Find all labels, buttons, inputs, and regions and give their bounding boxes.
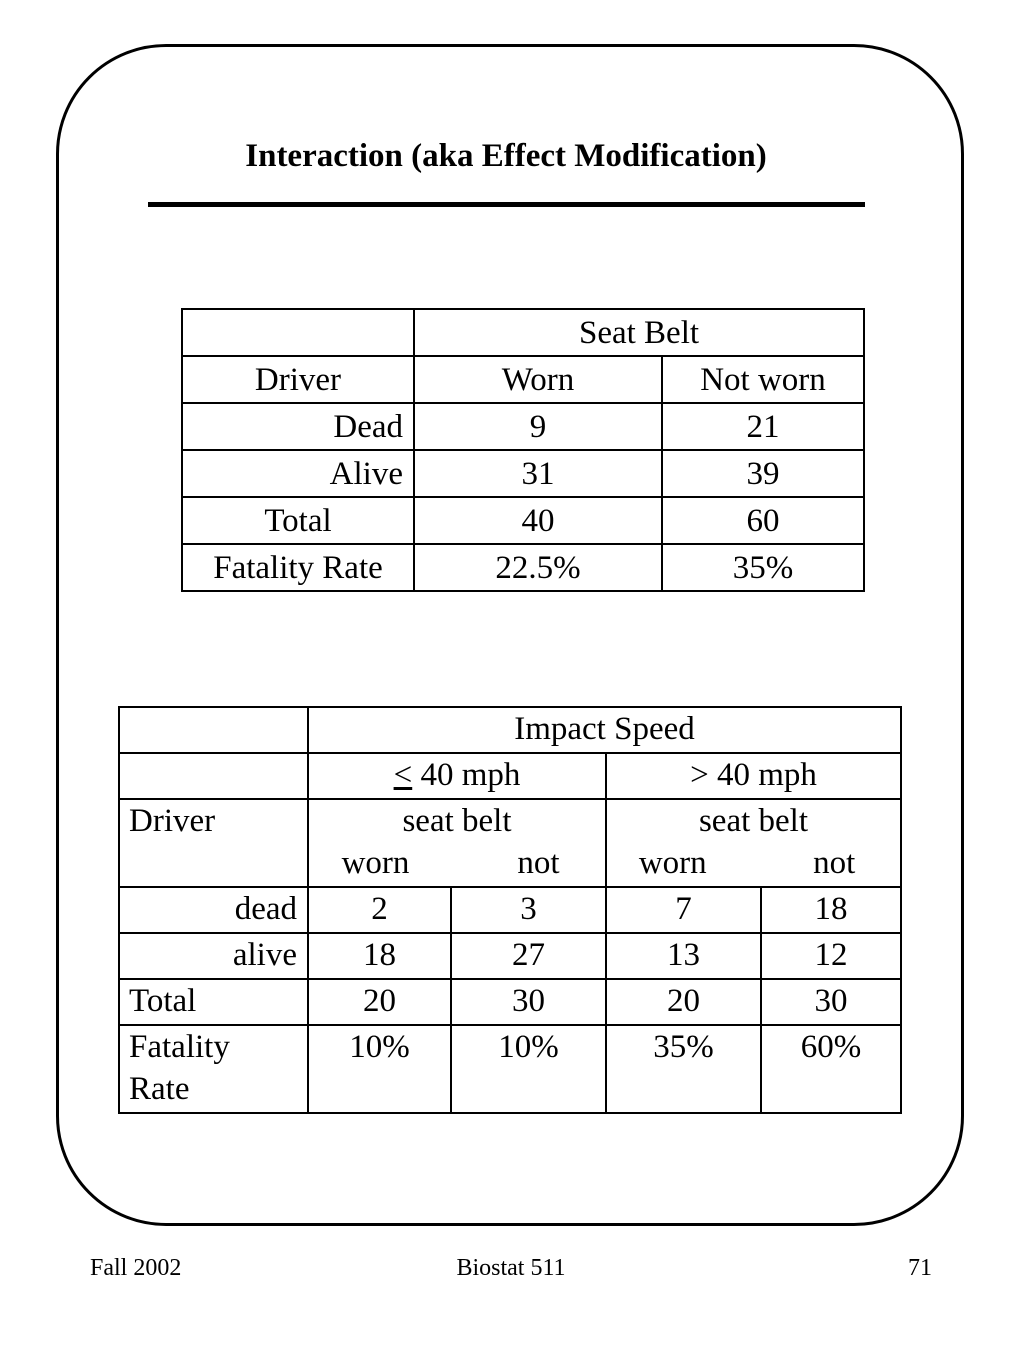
seat-belt-table	[181, 308, 865, 592]
speed-low-header	[308, 753, 606, 799]
table-row	[182, 450, 864, 497]
table-row	[119, 1025, 901, 1113]
table-cell: 27	[451, 933, 606, 979]
title-rule	[148, 202, 865, 207]
table-row	[119, 753, 901, 799]
table-cell: 2	[308, 887, 451, 933]
table-cell: 18	[308, 933, 451, 979]
table-cell: 31	[414, 450, 662, 497]
table-row	[119, 979, 901, 1025]
table-cell: 20	[606, 979, 761, 1025]
table-cell	[182, 309, 414, 356]
seat-belt-header: Seat Belt	[414, 309, 864, 356]
row-label-alive: Alive	[182, 450, 414, 497]
table-row	[119, 707, 901, 753]
table-row	[119, 933, 901, 979]
speed-low-text: 40 mph	[412, 757, 521, 793]
table-row	[182, 356, 864, 403]
table-cell: 60%	[761, 1025, 901, 1113]
row-label-alive: alive	[119, 933, 308, 979]
table-cell: 30	[451, 979, 606, 1025]
worn-label: worn	[638, 845, 707, 881]
table-cell: 10%	[308, 1025, 451, 1113]
table-row	[182, 497, 864, 544]
seat-belt-label: seat belt	[402, 803, 512, 839]
seat-belt-label: seat belt	[698, 803, 809, 839]
table-cell: 12	[761, 933, 901, 979]
table-cell: 30	[761, 979, 901, 1025]
impact-speed-header: Impact Speed	[308, 707, 901, 753]
table-cell: 20	[308, 979, 451, 1025]
table-cell: 10%	[451, 1025, 606, 1113]
driver-header: Driver	[119, 799, 308, 887]
not-label: not	[517, 845, 560, 881]
seat-belt-low-header	[308, 799, 606, 887]
driver-header: Driver	[182, 356, 414, 403]
table-cell: 3	[451, 887, 606, 933]
row-label-fatality-rate	[119, 1025, 308, 1113]
table-cell: 7	[606, 887, 761, 933]
row-label-dead: Dead	[182, 403, 414, 450]
table-cell	[119, 707, 308, 753]
not-worn-header: Not worn	[662, 356, 864, 403]
table-row	[182, 403, 864, 450]
table-row	[119, 799, 901, 887]
row-label-total: Total	[119, 979, 308, 1025]
table-cell: 35%	[662, 544, 864, 591]
table-cell: 13	[606, 933, 761, 979]
speed-high-header: > 40 mph	[606, 753, 901, 799]
worn-not-subheader	[309, 842, 605, 884]
footer-course: Biostat 511	[456, 1255, 566, 1281]
row-label-dead: dead	[119, 887, 308, 933]
not-label: not	[813, 845, 856, 881]
row-label-total: Total	[182, 497, 414, 544]
table-cell	[119, 753, 308, 799]
seat-belt-high-header	[606, 799, 901, 887]
fatality-label-line2: Rate	[129, 1071, 190, 1107]
worn-header: Worn	[414, 356, 662, 403]
table-row	[119, 887, 901, 933]
fatality-label-line1: Fatality	[129, 1029, 230, 1065]
table-cell: 60	[662, 497, 864, 544]
table-cell: 39	[662, 450, 864, 497]
table-cell: 40	[414, 497, 662, 544]
footer-page-number: 71	[908, 1255, 932, 1281]
table-row	[182, 544, 864, 591]
table-cell: 18	[761, 887, 901, 933]
less-equal-symbol: <	[393, 757, 413, 793]
footer-term: Fall 2002	[90, 1255, 182, 1281]
worn-label: worn	[341, 845, 410, 881]
slide-title: Interaction (aka Effect Modification)	[245, 138, 767, 174]
impact-speed-table	[118, 706, 902, 1114]
table-cell: 9	[414, 403, 662, 450]
table-cell: 22.5%	[414, 544, 662, 591]
table-cell: 21	[662, 403, 864, 450]
worn-not-subheader	[607, 842, 900, 884]
table-row	[182, 309, 864, 356]
row-label-fatality-rate: Fatality Rate	[182, 544, 414, 591]
table-cell: 35%	[606, 1025, 761, 1113]
